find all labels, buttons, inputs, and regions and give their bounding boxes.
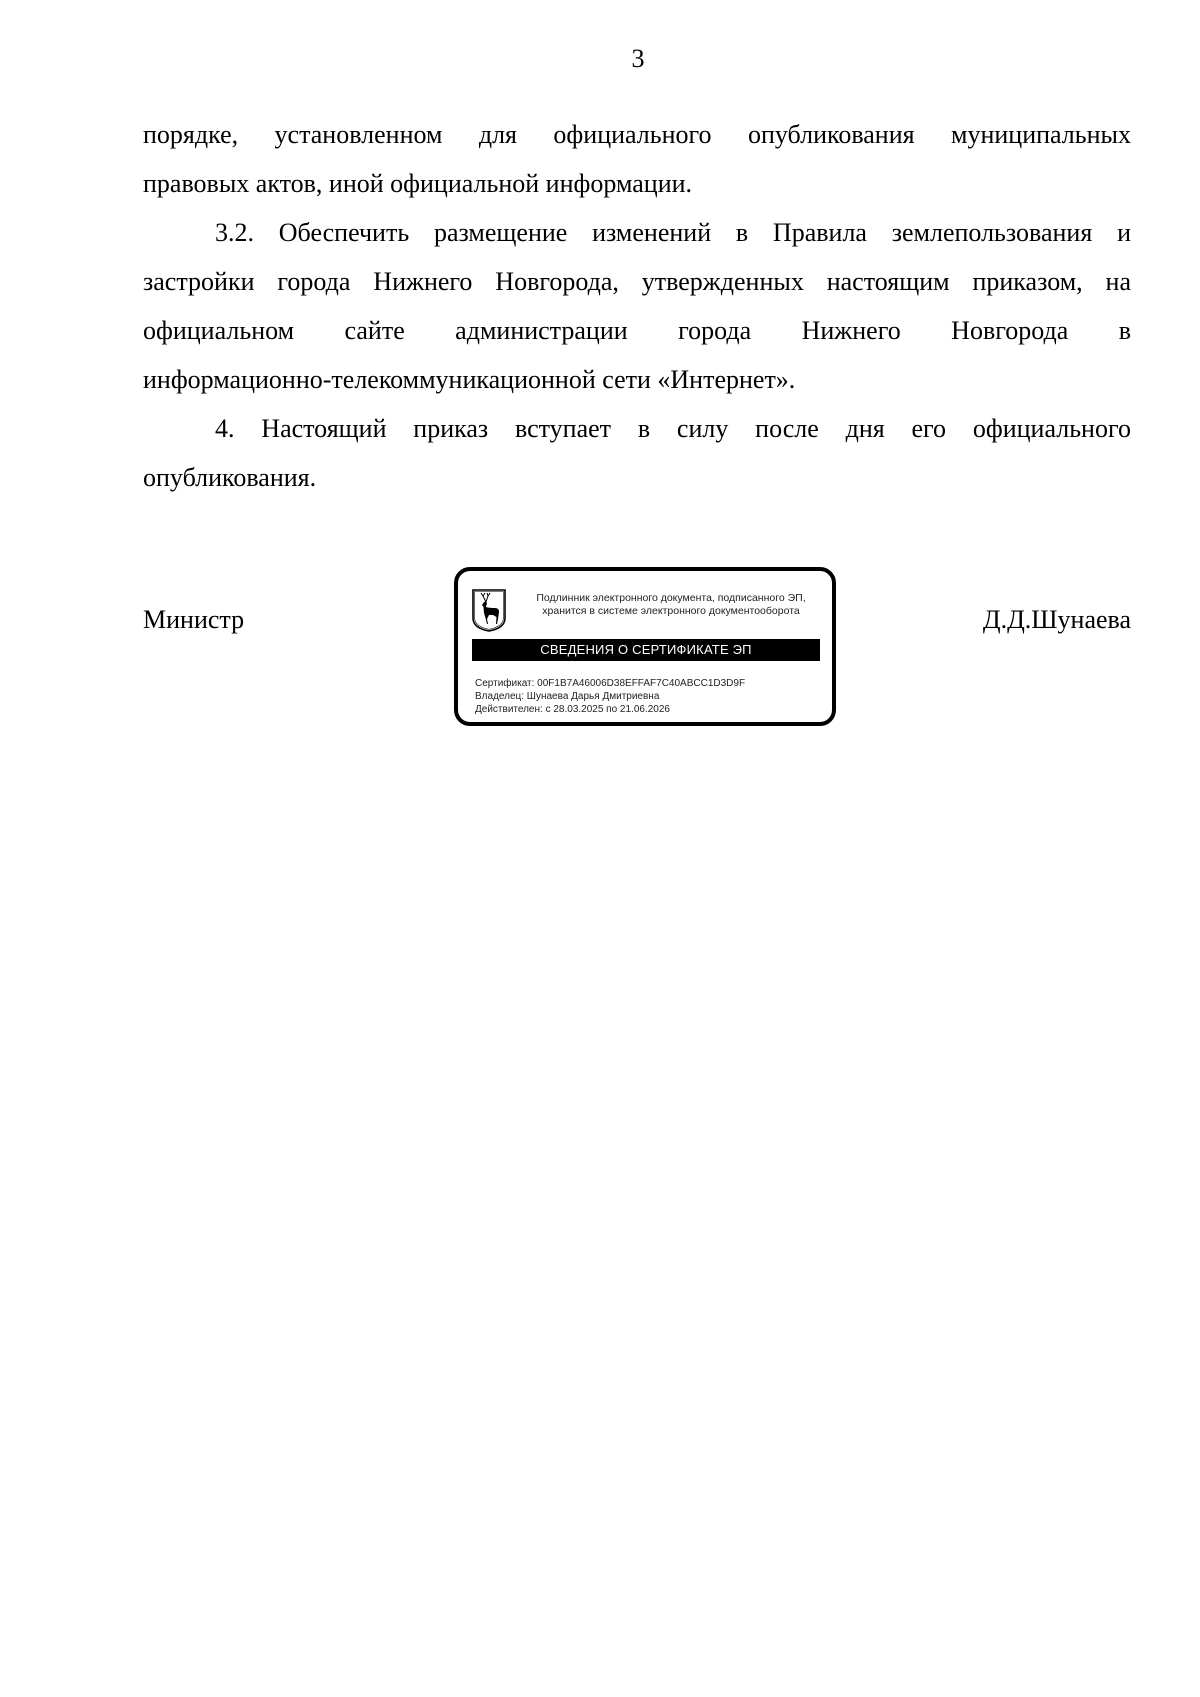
paragraph-line: 4. Настоящий приказ вступает в силу после дня его официального — [215, 414, 1131, 443]
certificate-owner: Владелец: Шунаева Дарья Дмитриевна — [475, 691, 660, 702]
paragraph-line: 3.2. Обеспечить размещение изменений в Правила землепользования и — [215, 218, 1131, 247]
electronic-signature-stamp — [454, 567, 836, 726]
paragraph-line: застройки города Нижнего Новгорода, утвержденных настоящим приказом, на — [143, 267, 1131, 296]
paragraph-line: официальном сайте администрации города Нижнего Новгорода в — [143, 316, 1131, 345]
paragraph-line: порядке, установленном для официального опубликования муниципальных — [143, 120, 1131, 149]
deer-coat-of-arms-icon — [471, 588, 507, 632]
paragraph-line: информационно-телекоммуникационной сети «Интернет». — [143, 365, 796, 394]
paragraph-line: правовых актов, иной официальной информации. — [143, 169, 693, 198]
signer-position: Министр — [143, 605, 245, 634]
stamp-header-line: хранится в системе электронного документооборота — [542, 605, 800, 617]
certificate-validity: Действителен: с 28.03.2025 по 21.06.2026 — [475, 704, 670, 715]
page-number: 3 — [631, 44, 645, 73]
signer-name: Д.Д.Шунаева — [982, 605, 1131, 634]
document-body — [143, 110, 1131, 502]
stamp-header — [518, 592, 824, 618]
stamp-title-bar: СВЕДЕНИЯ О СЕРТИФИКАТЕ ЭП — [472, 639, 820, 661]
paragraph-line: опубликования. — [143, 463, 317, 492]
stamp-header-line: Подлинник электронного документа, подписанного ЭП, — [536, 592, 806, 604]
certificate-number: Сертификат: 00F1B7A46006D38EFFAF7C40ABCC1D3D9F — [475, 678, 746, 689]
certificate-details — [475, 677, 825, 716]
